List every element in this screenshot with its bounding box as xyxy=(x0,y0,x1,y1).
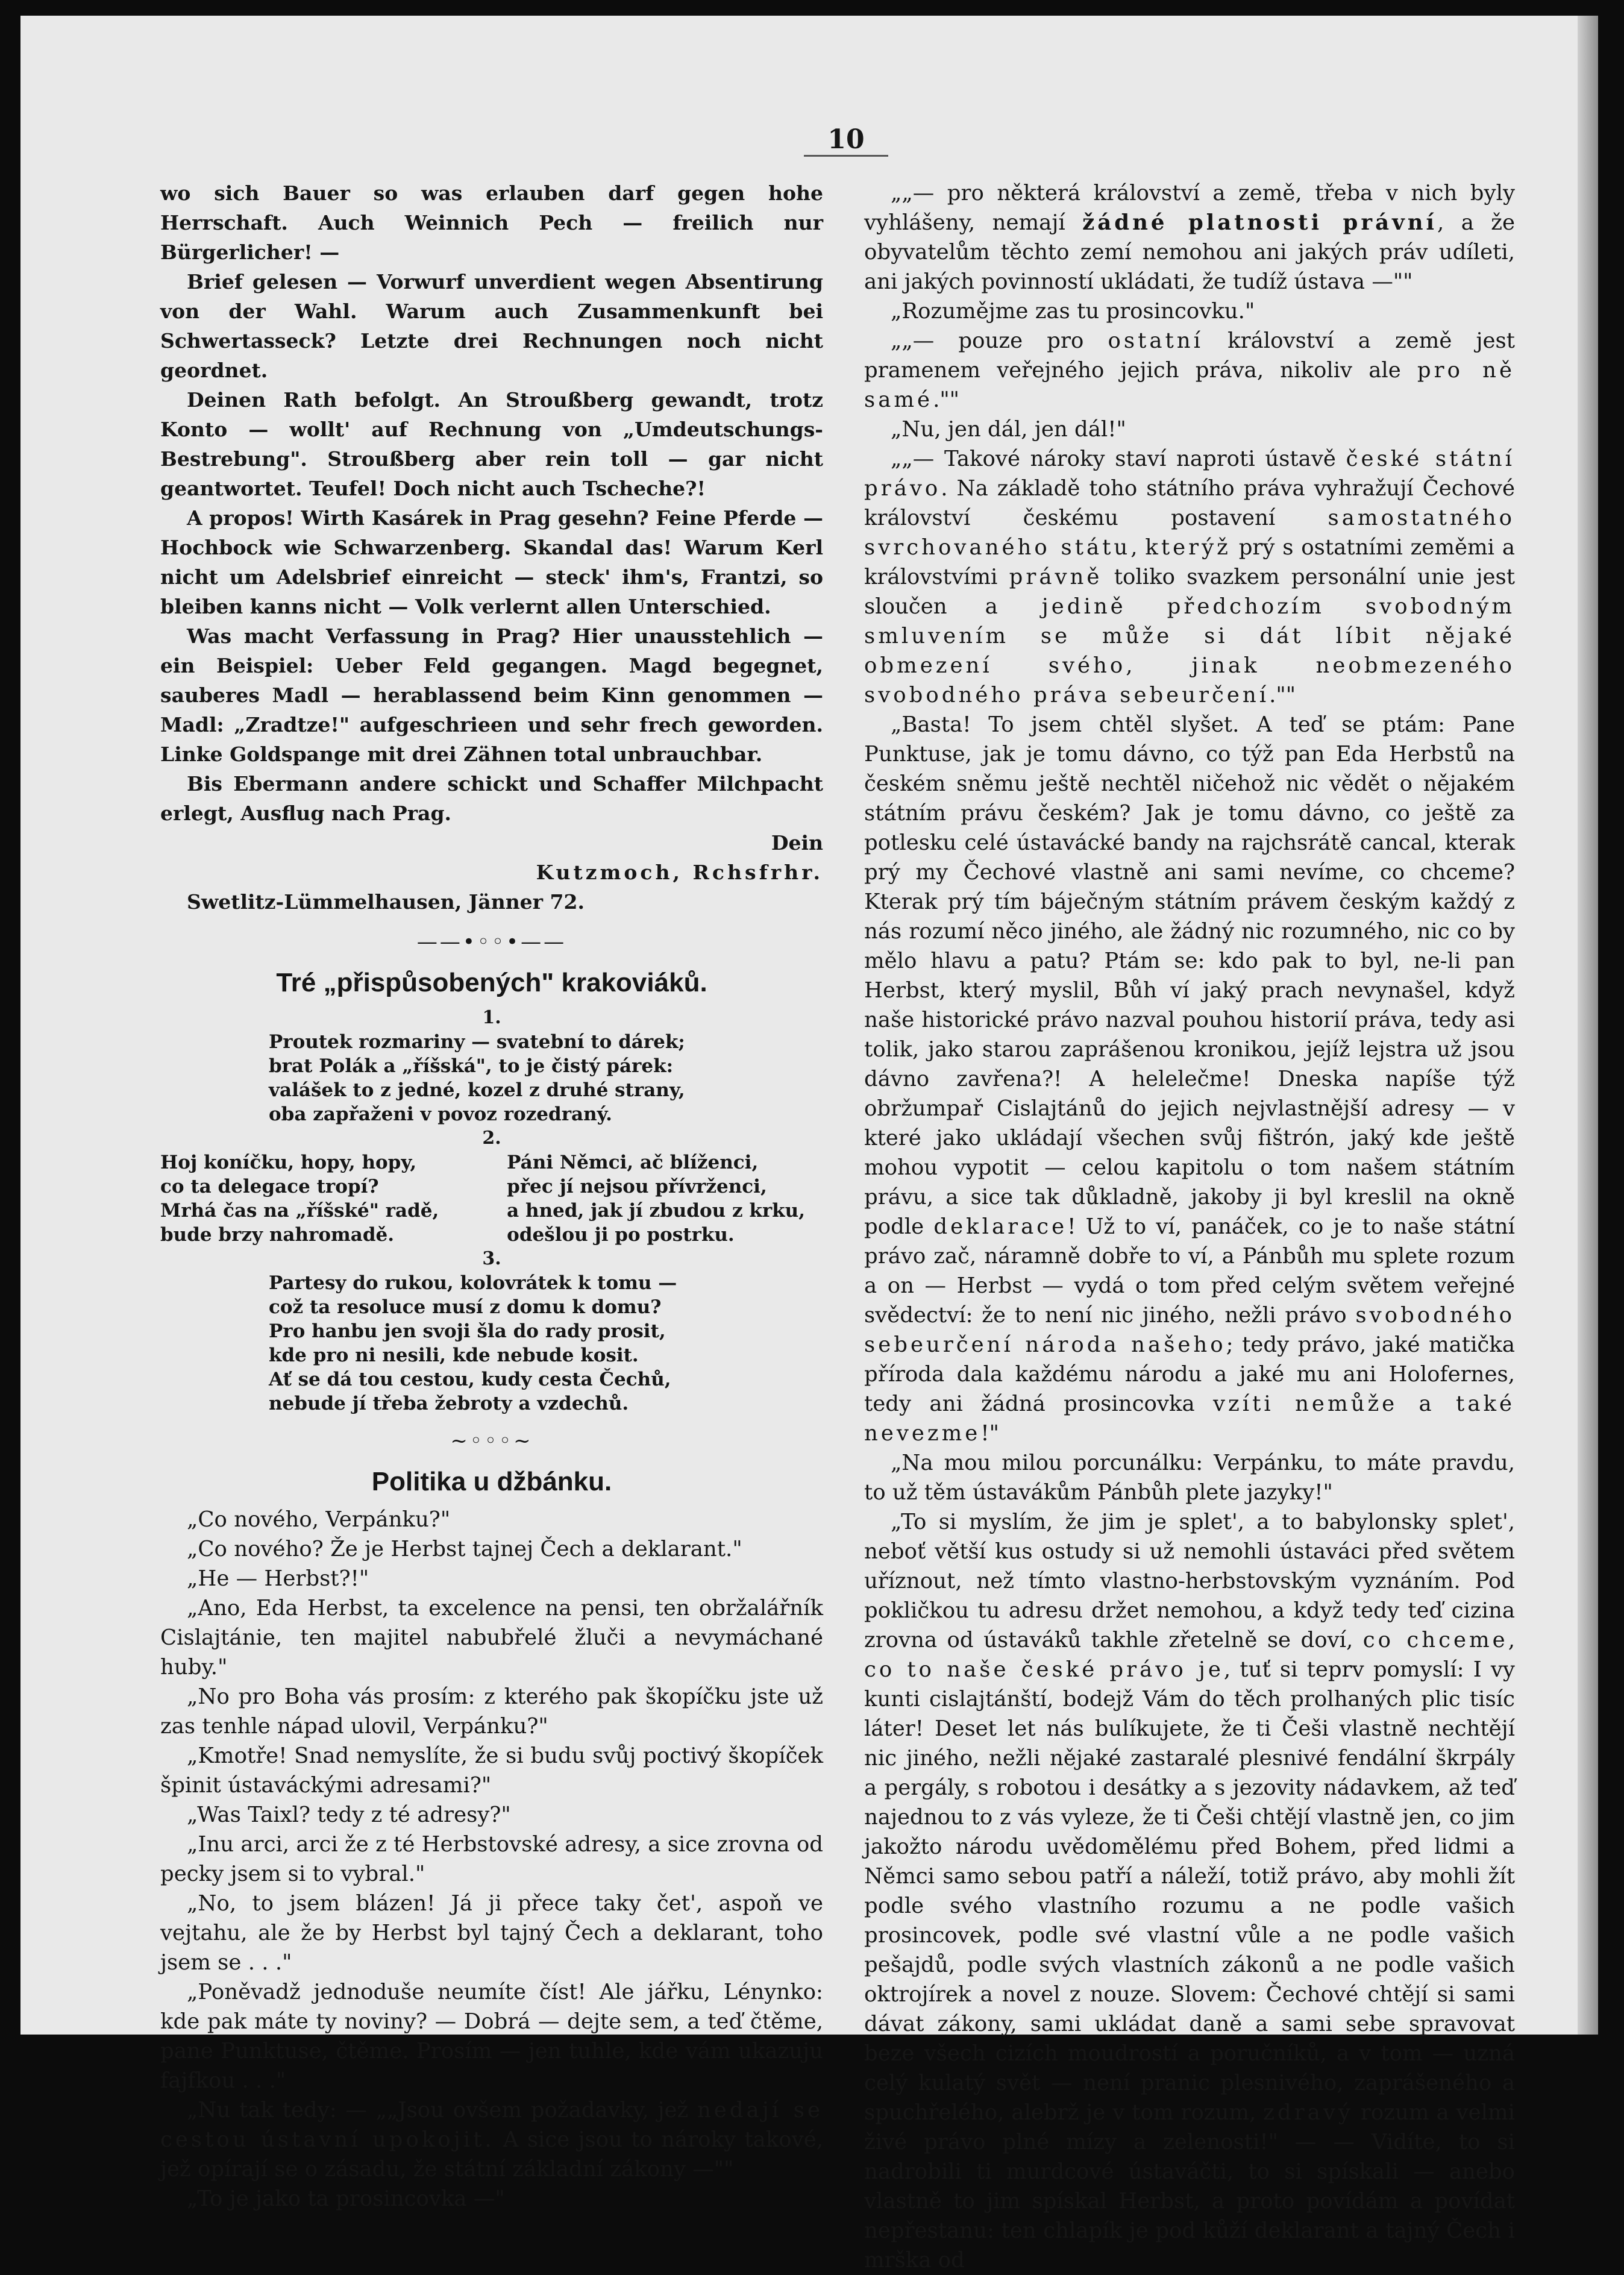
dialogue-paragraph xyxy=(864,710,1515,1448)
poem-line: odešlou ji po postrku. xyxy=(507,1224,735,1246)
poem-title: Tré „přispůsobených" krakoviáků. xyxy=(276,968,707,997)
poem-line: valášek to z jedné, kozel z druhé strany, xyxy=(269,1079,685,1101)
spaced-text: pro ně samé xyxy=(864,358,1515,412)
spaced-text: nedají se cestou ústavní upokojit. xyxy=(160,2098,823,2152)
poem-line: Proutek rozmariny — svatební to dárek; xyxy=(269,1031,685,1053)
dialogue-paragraph xyxy=(864,178,1515,297)
spaced-text: svobodného sebeurčení národa našeho xyxy=(864,1303,1515,1357)
stanza-number: 3. xyxy=(482,1248,501,1269)
text-run: ; tedy právo, jaké matička příroda dala každému národu a jaké mu ani Holofernes, tedy ani žádná prosincovka xyxy=(864,1332,1515,1416)
letter-closing: Dein xyxy=(771,831,823,855)
dialogue-paragraph: „Poněvadž jednoduše neumíte číst! Ale jářku, Lénynko: kde pak máte ty noviny? — Dobrá — dejte sem, a teď čtěme, pane Punktuse, čtěme. Prosím — jen tuhle, kde vám ukazuju fajfkou . . ." xyxy=(160,1980,823,2093)
dialogue-paragraph: „Inu arci, arci že z té Herbstovské adresy, a sice zrovna od pecky jsem si to vybral." xyxy=(160,1832,823,1886)
text-run: , xyxy=(1130,535,1146,560)
newspaper-page xyxy=(20,16,1598,2273)
text-run: , a že obyvatelům těchto zemí nemohou ani jakých práv udíleti, ani jakých povinností ukládati, že tudíž ústava —"" xyxy=(864,210,1515,294)
spaced-text: a jedině předchozím svobodným smluvením se může si dát líbit nějaké obmezení svého, jinak neobmezeného svobodného práva sebeurčení xyxy=(864,594,1515,708)
stanza-2-right xyxy=(507,1150,805,1247)
poem-line: Pro hanbu jen svoji šla do rady prosit, xyxy=(269,1320,666,1342)
poem-line: přec jí nejsou přívrženci, xyxy=(507,1176,767,1197)
poem-line: kde pro ni nesili, kde nebude kosit. xyxy=(269,1345,639,1366)
poem-line: oba zapřaženi v povoz rozedraný. xyxy=(269,1103,612,1125)
text-run: , tuť si teprv pomyslí: I vy kunti cislajtánští, bodejž Vám do těch prolhaných plic tisíc láter! Deset let nás bulíkujete, že ti Češi vlastně nechtějí nic jiného, nežli nějaké zastaralé plesnivé fendální škrpály a pergály, s robotou i desátky a s jezovity nádavkem, až teď najednou to z vás vyleze, že ti Češi chtějí vlastně jen, co jim jakožto národu uvědomělému před Bohem, před lidmi a Němci samo sebou patří a náleží, totiž právo, aby mohli žít podle svého vlastního rozumu a ne podle vašich prosincovek, podle své vlastní vůle a ne podle vašich pešajdů, podle svých vlastních zákonů a ne podle vašich oktrojírek a novel z nouze. Slovem: Čechové chtějí si sami dávat zákony, sami ukládat daně a sami sebe spravovat beze všech cizích moudrostí a poručníků, a v tom — uzná celý kulatý svět — není pranic plesnivého, zaprášeného a spuchřelého, alebrž je v tom rozum, xyxy=(864,1657,1515,2125)
stanza-2 xyxy=(160,1150,823,1247)
text-run: ."" xyxy=(933,388,960,412)
text-run: prý s ostatními zeměmi a královstvími xyxy=(864,535,1515,589)
poem xyxy=(160,1006,823,1416)
spaced-text: samostatného svrchovaného státu xyxy=(864,506,1515,560)
text-run: , xyxy=(1508,1628,1515,1652)
spaced-text: kterýž xyxy=(1145,535,1231,560)
letter-paragraph: A propos! Wirth Kasárek in Prag gesehn? Feine Pferde — Hochbock wie Schwarzenberg. Skandal das! Warum Kerl nicht um Adelsbrief einreicht — steck' ihm's, Frantzi, so bleiben kanns nicht — Volk verlernt allen Unterschied. xyxy=(160,506,823,618)
spaced-text: vzíti nemůže a také nevezme xyxy=(864,1392,1516,1446)
dialogue-paragraph: „Co nového, Verpánku?" xyxy=(187,1507,451,1532)
text-run: ! Už to ví, panáček, co je to naše státní právo zač, náramně dobře to ví, a Pánbůh mu splete rozum a on — Herbst — vydá o tom před celým světem veřejné svědectví: že to není nic jiného, nežli právo xyxy=(864,1214,1515,1328)
poem-line: bude brzy nahromadě. xyxy=(160,1224,395,1246)
spaced-text: deklarace xyxy=(933,1214,1068,1239)
dialogue-paragraph: „Kmotře! Snad nemyslíte, že si budu svůj poctivý škopíček špinit ústaváckými adresami?" xyxy=(160,1743,823,1798)
dialogue-paragraph: „No, to jsem blázen! Já ji přece taky čet', aspoň ve vejtahu, ale že by Herbst byl tajný Čech a deklarant, toho jsem se . . ." xyxy=(160,1891,823,1975)
poem-line: Mrhá čas na „říšské" radě, xyxy=(160,1200,439,1222)
dialogue-paragraph xyxy=(864,444,1515,710)
stanza-number: 2. xyxy=(482,1128,501,1149)
spaced-text: co chceme xyxy=(1362,1628,1508,1652)
dialogue-paragraph xyxy=(160,2095,823,2184)
poem-line: brat Polák a „říšská", to je čistý párek: xyxy=(269,1055,674,1077)
page-edge-shadow xyxy=(1578,16,1598,2035)
poem-line: Partesy do rukou, kolovrátek k tomu — xyxy=(269,1272,677,1294)
poem-line: Páni Němci, ač blíženci, xyxy=(507,1152,759,1173)
letter-paragraph: Was macht Verfassung in Prag? Hier unausstehlich — ein Beispiel: Ueber Feld gegangen. Magd begegnet, sauberes Madl — herablassend beim Kinn genommen — Madl: „Zradtze!" aufgeschrieen und sehr frech geworden. Linke Goldspange mit drei Zähnen total unbrauchbar. xyxy=(160,624,823,766)
text-run: „Basta! To jsem chtěl slyšet. A teď se ptám: Pane Punktuse, jak je tomu dávno, co týž pan Eda Herbstů na českém sněmu ještě nechtěl ničehož nic vědět o nějakém státním právu českém? Jak je tomu dávno, co ještě za potlesku celé ústavácké bandy na rajchsrátě cancal, kterak prý my Čechové vlastně ani sami nevíme, co chceme? Kterak prý tím báječným státním právem českým každý z nás rozumí něco jiného, ale žádný nic rozumného, nic co by mělo hlavu a patu? Ptám se: kdo pak to byl, ne-li pan Herbst, který myslil, Bůh ví jaký prach nevynašel, když naše historické právo nazval pouhou historií práva, tedy asi tolik, jako starou zaprášenou kronikou, jejíž lejstra už jsou dávno zavřena?! A helelečme! Dneska napíše týž obržumpař Cislajtánů do jejich nejvlastnější adresy — v které jako ukládají všechen svůj fištrón, jaký kde ještě mohou vypotit — celou kapitolu o tom našem státním právu, a sice tak důkladně, jakoby ji byl kreslil na okně podle xyxy=(864,712,1515,1239)
letter-paragraph: Bis Ebermann andere schickt und Schaffer Milchpacht erlegt, Ausflug nach Prag. xyxy=(160,772,823,825)
text-run: „„— pouze pro xyxy=(891,328,1108,353)
text-run: ."" xyxy=(1269,683,1296,708)
spaced-text: co to naše české právo je xyxy=(864,1657,1224,1682)
section-divider: ~◦◦◦~ xyxy=(450,1429,533,1453)
poem-line: nebude jí třeba žebroty a vzdechů. xyxy=(269,1393,629,1414)
poem-line: Hoj koníčku, hopy, hopy, xyxy=(160,1152,417,1173)
text-run: království a země jest pramenem veřejného jejich práva, nikoliv ale xyxy=(864,328,1515,383)
spaced-text: české státní právo xyxy=(864,447,1516,501)
text-run: „To si myslím, že jim je splet', a to babylonsky splet', neboť větší kus ostudy si už nemohli ústaváci před světem uříznout, než tímto vlastno-herbstovským vyznáním. Pod pokličkou tu adresu držet nemohou, a když tedy teď cizina zrovna od ústaváků takhle zřetelně se doví, xyxy=(864,1510,1515,1652)
section-divider: ——•◦◦•—— xyxy=(416,930,567,954)
dialogue-paragraph: „Rozumějme zas tu prosincovku." xyxy=(891,299,1255,324)
stanza-2-left xyxy=(160,1150,439,1247)
text-run: „„— Takové nároky staví naproti ústavě xyxy=(891,447,1346,471)
text-run: „„— pro některá království a země, třeba v nich byly vyhlášeny, nemají xyxy=(864,181,1515,235)
dialogue-paragraph: „Was Taixl? tedy z té adresy?" xyxy=(187,1803,511,1827)
poem-line: a hned, jak jí zbudou z krku, xyxy=(507,1200,805,1222)
stanza-3 xyxy=(269,1271,823,1416)
dialogue-paragraph: „Co nového? Že je Herbst tajnej Čech a deklarant." xyxy=(187,1537,742,1561)
spaced-text: právně xyxy=(1009,565,1103,589)
text-run: toliko svazkem personální unie jest sloučen xyxy=(864,565,1515,619)
text-run: „Nu tak tedy: — „„Jsou ovšem požadavky, jež xyxy=(187,2098,697,2123)
spaced-text: žádné platnosti právní xyxy=(1082,210,1437,235)
letter-paragraph: Deinen Rath befolgt. An Stroußberg gewandt, trotz Konto — wollt' auf Rechnung von „Umdeutschungs-Bestrebung". Stroußberg aber rein toll — gar nicht geantwortet. Teufel! Doch nicht auch Tscheche?! xyxy=(160,388,823,500)
dialogue-paragraph: „He — Herbst?!" xyxy=(187,1566,369,1591)
text-run: . Na základě toho státního práva vyhražují Čechové království českému postavení xyxy=(864,476,1515,530)
article-title: Politika u džbánku. xyxy=(371,1467,612,1496)
poem-line: co ta delegace tropí? xyxy=(160,1176,379,1197)
text-run: A sice jsou to nároky takové, jež opírají se o zásadu, že státní základní zákony —"" xyxy=(160,2127,823,2182)
poem-line: Ať se dá tou cestou, kudy cesta Čechů, xyxy=(269,1369,671,1390)
text-run: rozum a velmi živé právo plné mízy a zelenosti!" — — Vidíte, to si nadrobili ti murdcové ústaváčti, to si spískali — anebo vlastně to jim spískal Herbst, a proto povídám a povídat nepřestanu: ten chlapík je pod kůží deklarant a tajný Čech i mrška od xyxy=(864,2100,1515,2273)
dialogue-paragraph: „Nu, jen dál, jen dál!" xyxy=(891,417,1126,442)
letter-signature: Kutzmoch, Rchsfrhr. xyxy=(536,861,823,884)
dialogue-paragraph: „No pro Boha vás prosím: z kterého pak škopíčku jste už zas tenhle nápad ulovil, Verpánku?" xyxy=(160,1684,823,1739)
dialogue-paragraph xyxy=(864,326,1515,415)
text-run: !" xyxy=(980,1421,999,1446)
page-number: 10 xyxy=(804,124,888,157)
dialogue-paragraph: „Na mou milou porcunálku: Verpánku, to máte pravdu, to už těm ústavákům Pánbůh plete jazyky!" xyxy=(864,1451,1515,1505)
stanza-number: 1. xyxy=(482,1007,501,1028)
letter-paragraph: wo sich Bauer so was erlauben darf gegen hohe Herrschaft. Auch Weinnich Pech — freilich nur Bürgerlicher! — xyxy=(160,181,823,264)
letter-dateline: Swetlitz-Lümmelhausen, Jänner 72. xyxy=(187,890,585,914)
dialogue-paragraph xyxy=(864,1507,1515,2275)
dialogue-paragraph: „Ano, Eda Herbst, ta excelence na pensi, ten obržalářník Cislajtánie, ten majitel nabubřelé žluči a nevymáchané huby." xyxy=(160,1596,823,1680)
letter-paragraph: Brief gelesen — Vorwurf unverdient wegen Absentirung von der Wahl. Warum auch Zusammenkunft bei Schwertasseck? Letzte drei Rechnungen noch nicht geordnet. xyxy=(160,270,823,382)
spaced-text: zdravý xyxy=(1263,2100,1353,2125)
left-column xyxy=(160,178,823,2214)
poem-line: což ta resoluce musí z domu k domu? xyxy=(269,1296,662,1318)
right-column xyxy=(864,178,1515,2275)
spaced-text: ostatní xyxy=(1108,328,1203,353)
stanza-1 xyxy=(269,1030,823,1126)
dialogue-paragraph: „To je jako ta prosincovka —" xyxy=(187,2186,505,2211)
